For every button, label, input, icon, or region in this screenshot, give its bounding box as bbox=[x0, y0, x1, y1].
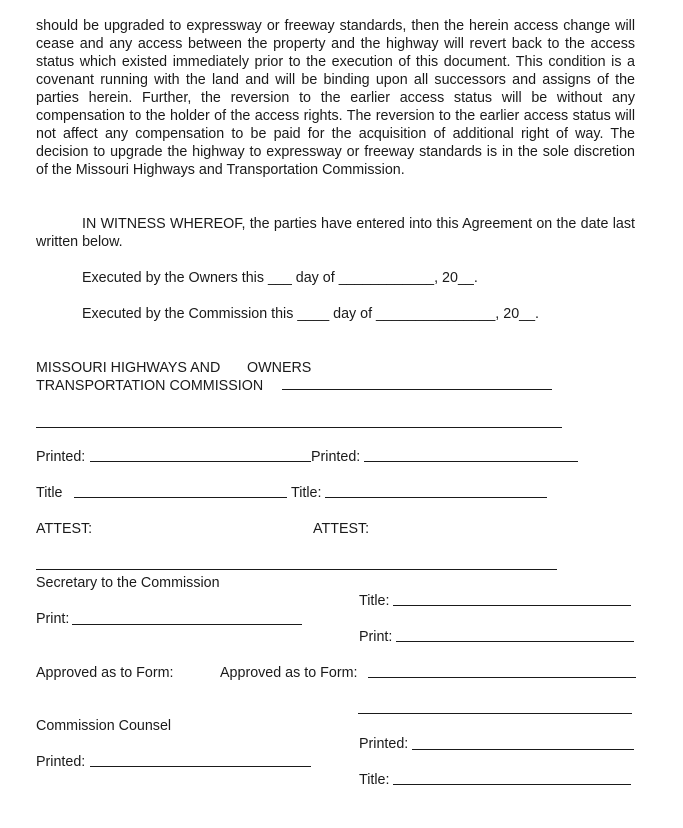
counsel-signature-line-right[interactable] bbox=[358, 713, 632, 714]
commission-heading: MISSOURI HIGHWAYS AND bbox=[36, 360, 221, 376]
printed-label-right: Printed: bbox=[311, 449, 361, 465]
witness-paragraph: IN WITNESS WHEREOF, the parties have entered into this Agreement on the date last written below. bbox=[36, 216, 635, 250]
owner-signature-line[interactable] bbox=[282, 389, 552, 390]
printed-field-left-2[interactable] bbox=[90, 766, 311, 767]
attest-label-right: ATTEST: bbox=[313, 521, 370, 537]
executed-by-commission: Executed by the Commission this ____ day of _______________, 20__. bbox=[82, 306, 540, 322]
approved-label-right: Approved as to Form: bbox=[220, 665, 358, 681]
print-label-right: Print: bbox=[359, 629, 393, 645]
approved-field-right[interactable] bbox=[368, 677, 636, 678]
title-field-right-3[interactable] bbox=[393, 784, 631, 785]
print-label-left: Print: bbox=[36, 611, 70, 627]
secretary-label: Secretary to the Commission bbox=[36, 575, 220, 591]
printed-label-right-2: Printed: bbox=[359, 736, 409, 752]
printed-field-right[interactable] bbox=[364, 461, 578, 462]
title-label-left: Title bbox=[36, 485, 63, 501]
attest-signature-line[interactable] bbox=[36, 569, 557, 570]
owners-heading: OWNERS bbox=[247, 360, 312, 376]
title-field-right-2[interactable] bbox=[393, 605, 631, 606]
title-label-right-2: Title: bbox=[359, 593, 390, 609]
printed-label-left: Printed: bbox=[36, 449, 86, 465]
reversion-paragraph: should be upgraded to expressway or freeway standards, then the herein access change will cease and any access between the property and the highway will revert back to the access status which existed immediately prior to the execution of this document. This condition is a covenant running with the land and will be binding upon all successors and assigns of the parties herein. Further, the reversion to the earlier access status will be without any compensation to the holder of the access rights. The reversion to the earlier access status will not affect any compensation to be paid for the acquisition of additional right of way. The decision to upgrade the highway to expressway or freeway standards is in the sole discretion of the Missouri Highways and Transportation Commission. bbox=[36, 18, 635, 178]
printed-field-left[interactable] bbox=[90, 461, 311, 462]
title-label-right: Title: bbox=[291, 485, 322, 501]
approved-label-left: Approved as to Form: bbox=[36, 665, 174, 681]
print-field-left[interactable] bbox=[72, 624, 302, 625]
executed-by-owners: Executed by the Owners this ___ day of ____________, 20__. bbox=[82, 270, 478, 286]
signature-line[interactable] bbox=[36, 427, 562, 428]
title-field-right[interactable] bbox=[325, 497, 547, 498]
attest-label-left: ATTEST: bbox=[36, 521, 93, 537]
printed-field-right-2[interactable] bbox=[412, 749, 634, 750]
print-field-right[interactable] bbox=[396, 641, 634, 642]
commission-heading-line-2: TRANSPORTATION COMMISSION bbox=[36, 378, 264, 394]
title-label-right-3: Title: bbox=[359, 772, 390, 788]
counsel-label: Commission Counsel bbox=[36, 718, 172, 734]
printed-label-left-2: Printed: bbox=[36, 754, 86, 770]
title-field-left[interactable] bbox=[74, 497, 287, 498]
